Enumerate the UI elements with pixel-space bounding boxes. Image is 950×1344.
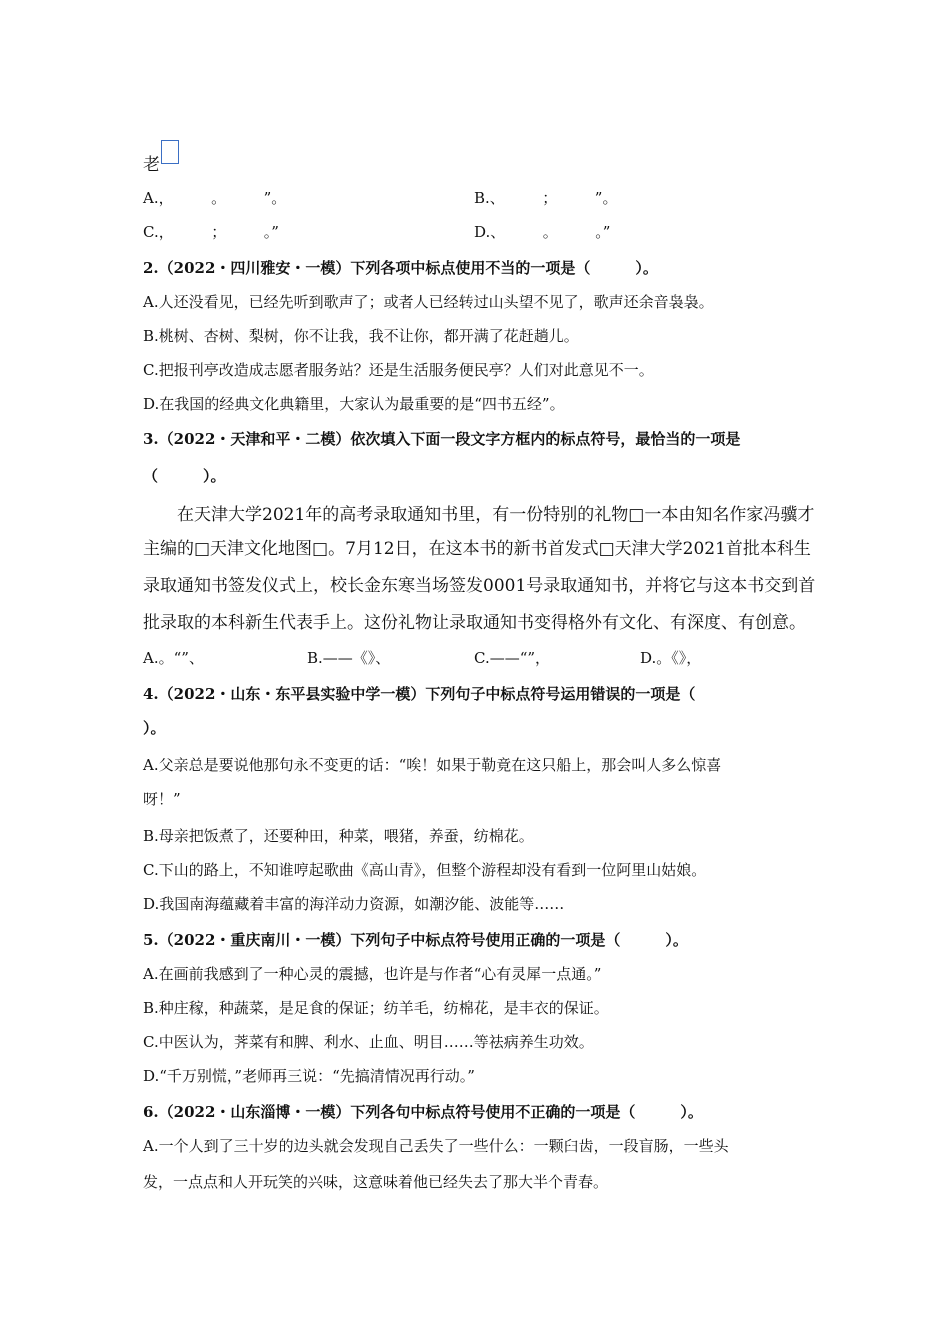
q1-fragment-char: 老: [143, 155, 160, 175]
q6-option-a: A.一个人到了三十岁的边头就会发现自己丢失了一些什么：一颗臼齿，一段盲肠，一些头: [143, 1137, 729, 1155]
q4-title: 4.（2022・山东・东平县实验中学一模）下列句子中标点符号运用错误的一项是（: [143, 685, 696, 703]
q3-passage-line-1: 在天津大学2021年的高考录取通知书里，有一份特别的礼物□一本由知名作家冯骥才: [177, 505, 815, 525]
q1-option-c: C.， ； 。”: [143, 223, 279, 241]
q2-title: 2.（2022・四川雅安・一模）下列各项中标点使用不当的一项是（ ）。: [143, 259, 658, 277]
q1-option-b: B.、 ； ”。: [474, 189, 618, 207]
q3-passage-line-4: 批录取的本科新生代表手上。这份礼物让录取通知书变得格外有文化、有深度、有创意。: [143, 613, 806, 633]
blank-box: [161, 140, 179, 164]
q4-option-d: D.我国南海蕴藏着丰富的海洋动力资源，如潮汐能、波能等……: [143, 895, 565, 913]
q5-option-b: B.种庄稼，种蔬菜，是足食的保证；纺羊毛，纺棉花，是丰衣的保证。: [143, 999, 609, 1017]
q3-option-b: B.——《》、: [307, 649, 391, 667]
q3-title-cont: （ ）。: [143, 467, 226, 485]
q5-option-a: A.在画前我感到了一种心灵的震撼，也许是与作者“心有灵犀一点通。”: [143, 965, 602, 983]
q3-option-d: D.。《》，: [640, 649, 702, 667]
q3-title: 3.（2022・天津和平・二模）依次填入下面一段文字方框内的标点符号，最恰当的一项是: [143, 430, 741, 448]
q3-passage-line-3: 录取通知书签发仪式上，校长金东寒当场签发0001号录取通知书，并将它与这本书交到首: [143, 576, 816, 596]
q1-option-d: D.、 。 。”: [474, 223, 611, 241]
q5-option-c: C.中医认为，荠菜有和脾、利水、止血、明目……等祛病养生功效。: [143, 1033, 594, 1051]
q1-option-a: A.， 。 ”。: [143, 189, 287, 207]
q3-option-a: A.。“”、: [143, 649, 204, 667]
q2-option-d: D.在我国的经典文化典籍里，大家认为最重要的是“四书五经”。: [143, 395, 565, 413]
q4-option-b: B.母亲把饭煮了，还要种田，种菜，喂猪，养蚕，纺棉花。: [143, 827, 534, 845]
q4-title-cont: ）。: [143, 719, 166, 737]
q2-option-c: C.把报刊亭改造成志愿者服务站？还是生活服务便民亭？人们对此意见不一。: [143, 361, 654, 379]
q1-fragment: [143, 140, 179, 176]
q6-title: 6.（2022・山东淄博・一模）下列各句中标点符号使用不正确的一项是（ ）。: [143, 1103, 703, 1121]
q2-option-a: A.人还没看见，已经先听到歌声了；或者人已经转过山头望不见了，歌声还余音袅袅。: [143, 293, 714, 311]
q5-option-d: D.“千万别慌，”老师再三说：“先搞清情况再行动。”: [143, 1067, 475, 1085]
q6-option-a-cont: 发，一点点和人开玩笑的兴味，这意味着他已经失去了那大半个青春。: [143, 1173, 609, 1191]
q3-passage-line-2: 主编的□天津文化地图□。7月12日，在这本书的新书首发式□天津大学2021首批本科生: [143, 539, 811, 559]
q4-option-a: A.父亲总是要说他那句永不变更的话：“唉！如果于勒竟在这只船上，那会叫人多么惊喜: [143, 756, 722, 774]
q2-option-b: B.桃树、杏树、梨树，你不让我，我不让你，都开满了花赶趟儿。: [143, 327, 579, 345]
q3-option-c: C.——“”，: [474, 649, 551, 667]
q4-option-c: C.下山的路上，不知谁哼起歌曲《高山青》，但整个游程却没有看到一位阿里山姑娘。: [143, 861, 707, 879]
q5-title: 5.（2022・重庆南川・一模）下列句子中标点符号使用正确的一项是（ ）。: [143, 931, 688, 949]
q4-option-a-cont: 呀！”: [143, 790, 181, 808]
